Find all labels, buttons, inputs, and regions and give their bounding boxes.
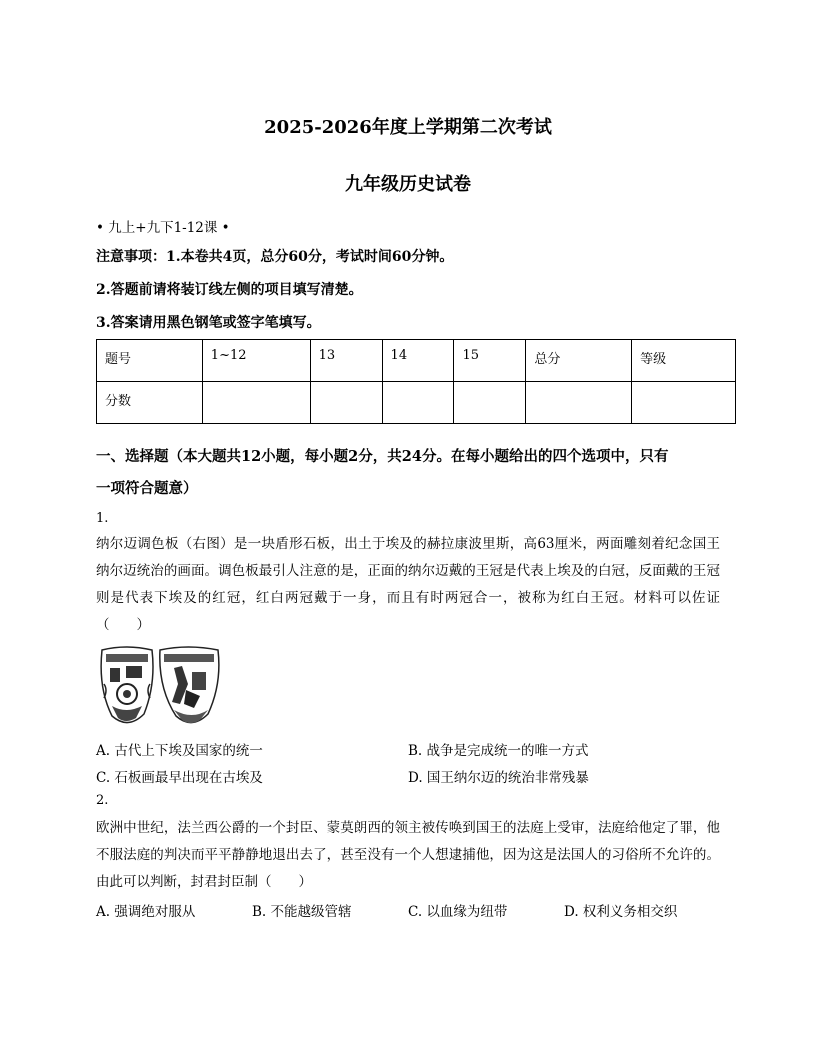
- section-heading: 一、选择题（本大题共12小题，每小题2分，共24分。在每小题给出的四个选项中，只有: [96, 448, 669, 465]
- question-text: 欧洲中世纪，法兰西公爵的一个封臣、蒙莫朗西的领主被传唤到国王的法庭上受审，法庭给他定了罪，他不服法庭的判决而平平静静地退出去了，甚至没有一个人想逮捕他，因为这是法国人的习俗所不允许的。由此可以判断，封君封臣制（ ）: [96, 820, 720, 890]
- score-table-header-row: [97, 340, 736, 382]
- option-c[interactable]: C. 石板画最早出现在古埃及: [96, 770, 263, 786]
- option-b[interactable]: B. 战争是完成统一的唯一方式: [408, 743, 589, 759]
- exam-title: 2025-2026年度上学期第二次考试: [264, 117, 552, 138]
- score-cell: [632, 382, 736, 424]
- question-text: 纳尔迈调色板（右图）是一块盾形石板，出土于埃及的赫拉康波里斯，高63厘米，两面雕刻着纪念国王纳尔迈统治的画面。调色板最引人注意的是，正面的纳尔迈戴的王冠是代表上埃及的白冠，反面戴的王冠则是代表下埃及的红冠，红白两冠戴于一身，而且有时两冠合一，被称为红白王冠。材料可以佐证（ ）: [96, 536, 720, 633]
- note-2: 2.答题前请将装订线左侧的项目填写清楚。: [96, 282, 363, 298]
- narmer-palette-image: [96, 644, 224, 730]
- option-a[interactable]: A. 古代上下埃及国家的统一: [96, 743, 263, 759]
- score-cell: 总分: [526, 340, 632, 382]
- score-cell: 15: [454, 340, 526, 382]
- score-cell: 分数: [97, 382, 203, 424]
- option-d[interactable]: D. 国王纳尔迈的统治非常残暴: [408, 770, 589, 786]
- option-d[interactable]: D. 权利义务相交织: [564, 904, 678, 920]
- score-cell: [310, 382, 382, 424]
- question-number: 2.: [96, 793, 109, 808]
- score-cell: 题号: [97, 340, 203, 382]
- score-cell: [382, 382, 454, 424]
- note-3: 3.答案请用黑色钢笔或签字笔填写。: [96, 315, 321, 331]
- score-cell: [202, 382, 310, 424]
- exam-subtitle: 九年级历史试卷: [345, 174, 471, 195]
- section-heading-cont: 一项符合题意）: [96, 480, 198, 497]
- score-table-score-row: [97, 382, 736, 424]
- option-b[interactable]: B. 不能越级管辖: [252, 904, 352, 920]
- score-cell: 等级: [632, 340, 736, 382]
- score-table: [96, 339, 736, 424]
- option-c[interactable]: C. 以血缘为纽带: [408, 904, 508, 920]
- note-1: 注意事项：1.本卷共4页，总分60分，考试时间60分钟。: [96, 249, 454, 265]
- score-cell: 13: [310, 340, 382, 382]
- score-cell: [454, 382, 526, 424]
- score-cell: 1~12: [202, 340, 310, 382]
- score-cell: 14: [382, 340, 454, 382]
- score-cell: [526, 382, 632, 424]
- question-number: 1.: [96, 511, 109, 526]
- exam-scope: • 九上+九下1-12课 •: [96, 220, 230, 236]
- option-a[interactable]: A. 强调绝对服从: [96, 904, 196, 920]
